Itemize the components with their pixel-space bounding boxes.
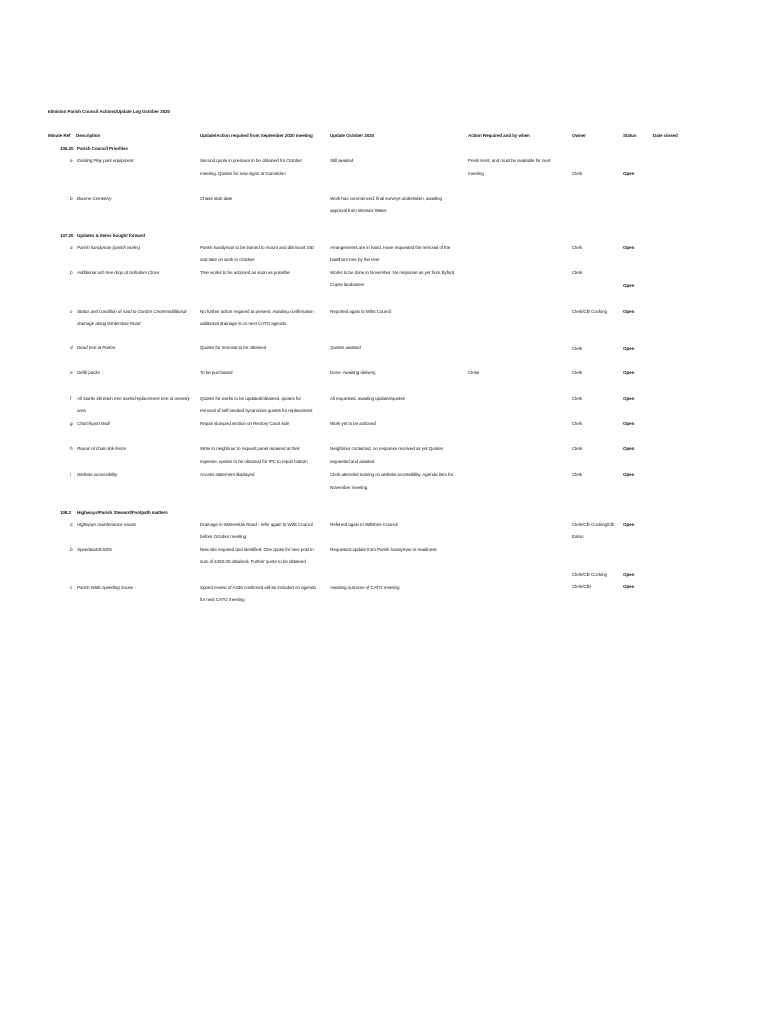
row-description: Parish handyman (parish works) [77,245,140,250]
row-owner: Clerk [572,270,583,275]
update-september-line: New site required and identified. One quote for new post in [200,547,314,552]
row-description: area [77,408,86,413]
row-letter: i [70,472,71,477]
update-september-line: meeting. Quotes for new signs at Gomeldon [200,171,286,176]
row-status: Open [623,584,635,589]
update-october-line: All requested, awaiting updates/quotes [330,396,406,401]
row-letter: d [70,345,73,350]
update-october-line: Works to be done in November. No response as yet from Byford [330,270,455,275]
update-october-line: Referred again to Wiltshire Council [330,522,398,527]
update-october-line: hawthorn tree by the river [330,257,380,262]
update-october-line: Quotes awaited [330,345,361,350]
row-description: Bourne Cemetery [77,196,112,201]
update-september-line: removal of self seeded sycamores quotes for replacement [200,408,313,413]
update-september-line: sum of £450.00 obtained. Further quote to be obtained [200,559,306,564]
row-owner: Clerk [572,171,583,176]
update-september-line: No further action required at present. Awaiting confirmation [200,309,314,314]
update-october-line: Copse landowner [330,282,365,287]
update-september-line: and take on work in October [200,257,255,262]
update-september-line: for next CATG meeting [200,597,245,602]
header-update-october: Update October 2020 [330,133,375,138]
update-september-line: Speed review of A338 confirmed will be included on agenda [200,585,316,590]
row-description: drainage along Winterslow Road [77,321,141,326]
row-status: Open [623,572,635,577]
row-owner: Clerk [572,446,583,451]
row-description: Additional ash tree drop at Nahalom Close [77,270,160,275]
row-letter: h [70,446,73,451]
section-ref: 108.2 [60,510,71,515]
row-owner: Clerk/Cllr Cocking/Cllr [572,522,615,527]
row-letter: c [70,585,73,590]
row-description: Dead tree at Porton [77,345,116,350]
row-letter: a [70,158,73,163]
header-status: Status [623,133,637,138]
row-letter: b [70,547,73,552]
update-september-line: Drainage in Winterslow Road - refer again to Wilts Council [200,522,313,527]
row-description: Repair of chain link fence [77,446,126,451]
row-description: Defib packs [77,370,100,375]
section-title: Highways/Parish Steward/Footpath matters [77,510,168,515]
row-status: Open [623,370,635,375]
update-october-line: approval from Wessex Water. [330,208,388,213]
update-september-line: To be purchased [200,370,233,375]
update-september-line: additional drainage is on next CATG agenda [200,321,286,326]
row-owner: Clerk [572,421,583,426]
row-description: Parish Wide speeding issues - [77,585,136,590]
update-october-line: requested and awaited [330,459,375,464]
row-letter: g. [70,421,74,426]
action-line: Close [468,370,480,375]
row-description: Speedwatch/SIDs [77,547,113,552]
update-october-line: Awaiting outcome of CATG meeting [330,585,400,590]
row-owner: Clerk [572,472,583,477]
row-owner: Clerk/Cllr Cocking [572,309,607,314]
row-status: Open [623,283,635,288]
update-october-line: Work yet to be actioned [330,421,376,426]
section-title: Parish Council Priorities [77,146,128,151]
row-letter: b [70,270,73,275]
section-ref: 107.20 [60,233,74,238]
page-title: Idmiston Parish Council Actions/Update Log October 2020 [48,109,170,114]
row-letter: c [70,309,73,314]
row-status: Open [623,396,635,401]
row-status: Open [623,346,635,351]
row-description: Churchyard Wall [77,421,110,426]
update-october-line: November meeting. [330,485,369,490]
header-owner: Owner [572,133,586,138]
header-date-closed: Date closed [653,133,678,138]
update-september-line: Parish handyman to be trained to mount and dismount SID [200,245,315,250]
update-september-line: Write to neighbour to request panel repaired at their [200,446,300,451]
row-letter: b [70,196,73,201]
section-title: Updates & Items bought forward [77,233,145,238]
update-october-line: Clerk attended training on website accessibility. Agenda item for [330,472,454,477]
update-october-line: Done. Awaiting delivery. [330,370,377,375]
update-october-line: Requested update from Parish handyman re readiness [330,547,437,552]
row-owner: Clerk [572,346,583,351]
row-owner: Clerk [572,245,583,250]
row-description: Status and condition of road to Gordon Centre/additional [77,309,187,314]
section-ref: 106.20 [60,146,74,151]
row-status: Open [623,522,635,527]
row-owner: Eaton [572,534,584,539]
update-october-line: Reported again to Wilts Council [330,309,392,314]
row-description: Existing Play park equipment [77,158,134,163]
update-september-line: Tree works to be actioned as soon as possible [200,270,290,275]
header-description: Description [76,133,101,138]
update-september-line: Quotes for removal to be obtained [200,345,267,350]
row-status: Open [623,171,635,176]
update-october-line: Neighbour contacted, no response received as yet Quotes [330,446,443,451]
row-description: All Saints Idmiston tree works/replacement tree at amenity [77,396,190,401]
update-september-line: Second quote in pressure to be obtained for October [200,158,302,163]
update-october-line: Work has commenced, final surveys undertaken, awaiting [330,196,442,201]
row-status: Open [623,446,635,451]
row-letter: e [70,370,73,375]
update-october-line: Arrangements are in hand. Have requested the removal of the [330,245,451,250]
row-status: Open [623,309,635,314]
header-minute-ref: Minute Ref [48,133,71,138]
action-line: meeting [468,171,484,176]
update-september-line: expense, quotes to be obtained for IPC to repair bottom [200,459,308,464]
row-description: Highways maintenance issues [77,522,137,527]
row-owner: Clerk [572,396,583,401]
row-owner: Clerk/Cllr Cocking [572,572,607,577]
update-september-line: Access statement displayed [200,472,255,477]
action-line: Press Kent, and must be available for next [468,158,551,163]
row-owner: Clerk/Cllr/ [572,584,592,589]
row-status: Open [623,472,635,477]
row-letter: f [70,396,72,401]
update-october-line: Still awaited [330,158,354,163]
update-september-line: Repair slumped section on Rectory Court side [200,421,290,426]
update-september-line: Chase start date [200,196,233,201]
row-letter: a [70,522,73,527]
header-update-september: Update/Action required from September 2020 meeting [200,133,313,138]
header-action-required: Action Required and by when [468,133,530,138]
row-status: Open [623,421,635,426]
row-owner: Clerk [572,370,583,375]
update-september-line: before October meeting [200,534,247,539]
row-letter: a [70,245,73,250]
row-status: Open [623,245,635,250]
update-september-line: Quotes for works to be updated/obtained, quotes for [200,396,301,401]
row-description: Website accessibility [77,472,118,477]
